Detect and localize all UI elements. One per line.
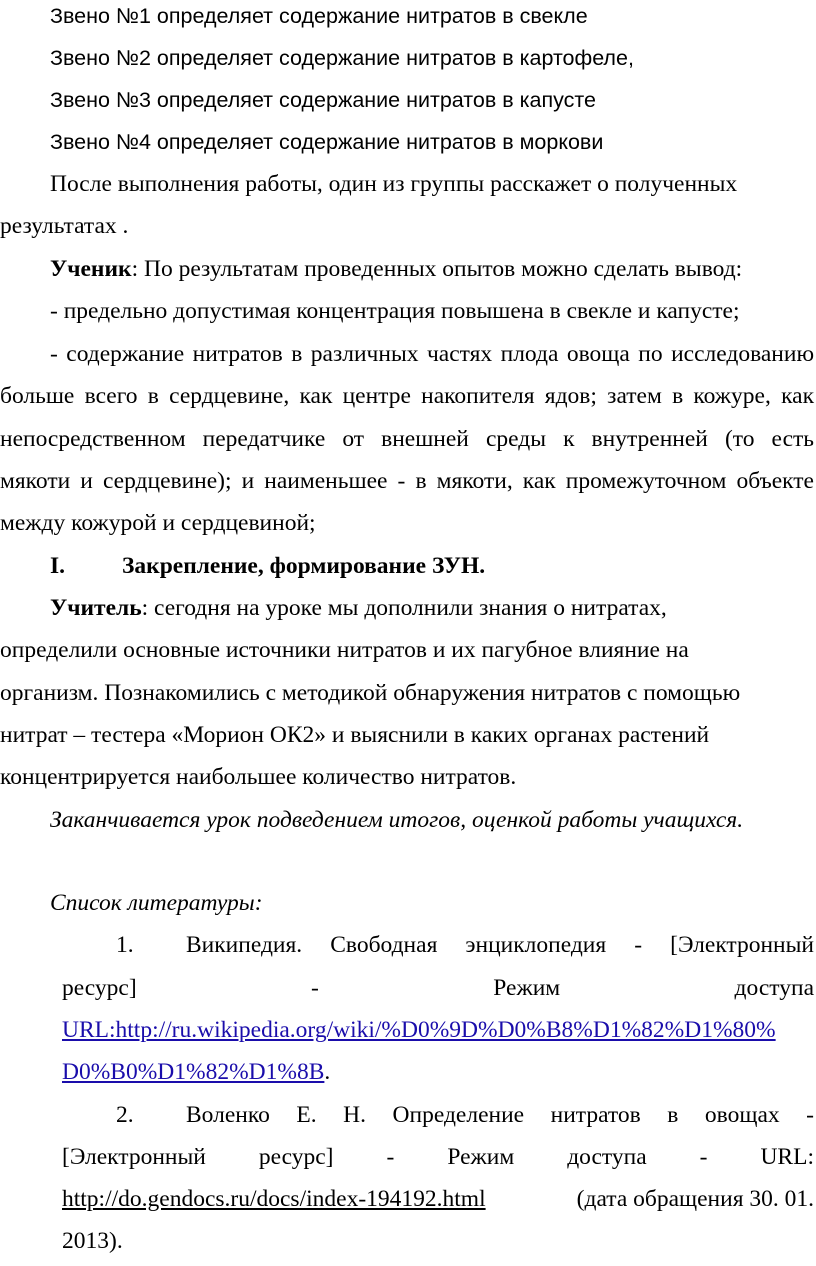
ref-1-line-1: Википедия. Свободная энциклопедия - [Электронный	[186, 932, 814, 958]
student-label: Ученик	[50, 256, 132, 282]
ref-2-url-line	[62, 1185, 814, 1213]
student-text: : По результатам проведенных опытов можно сделать вывод:	[131, 256, 743, 282]
student-bullet-2-line-3: непосредственном передатчике от внешней среды к внутренней (то есть	[0, 426, 814, 452]
student-bullet-2-line-5: между кожурой и сердцевиной;	[0, 510, 316, 536]
student-bullet-2-line-1: - содержание нитратов в различных частях плода овоща по исследованию	[50, 341, 814, 367]
student-bullet-1: - предельно допустимая концентрация повышена в свекле и капусте;	[50, 298, 740, 324]
student-paragraph	[50, 255, 742, 283]
zveno-4: Звено №4 определяет содержание нитратов в моркови	[50, 130, 604, 154]
section-number: I.	[50, 553, 66, 579]
ref-1-url-line-1	[62, 1016, 776, 1044]
ref-1-line-2: ресурс] - Режим доступа	[62, 975, 814, 1001]
student-bullet-2-line-4: мякоти и сердцевине); и наименьшее - в мякоти, как промежуточном объекте	[0, 468, 814, 494]
ref-1-number: 1.	[116, 932, 134, 958]
teacher-text: : сегодня на уроке мы дополнили знания о нитратах,	[141, 595, 667, 621]
ref-2-number: 2.	[116, 1102, 134, 1128]
ref-1-url-link-part-1[interactable]: URL:http://ru.wikipedia.org/wiki/%D0%9D%D0%B8%D1%82%D1%80%	[62, 1017, 776, 1043]
teacher-label: Учитель	[50, 595, 142, 621]
ref-1-end: .	[324, 1059, 331, 1085]
after-work-line-2: результатах .	[0, 213, 129, 239]
ref-1-url-line-2	[62, 1058, 330, 1086]
teacher-line-2: организм. Познакомились с методикой обнаружения нитратов с помощью	[0, 680, 741, 706]
ref-2-line-4: 2013).	[62, 1228, 123, 1254]
student-bullet-2-line-2: больше всего в сердцевине, как центре накопителя ядов; затем в кожуре, как	[0, 383, 814, 409]
teacher-line-4: концентрируется наибольшее количество нитратов.	[0, 764, 517, 790]
zveno-3: Звено №3 определяет содержание нитратов в капусте	[50, 88, 596, 112]
zveno-1: Звено №1 определяет содержание нитратов в свекле	[50, 4, 588, 28]
ref-1-url-link-part-2[interactable]: D0%B0%D1%82%D1%8B	[62, 1059, 325, 1085]
zveno-2: Звено №2 определяет содержание нитратов в картофеле,	[50, 46, 634, 70]
after-work-line-1: После выполнения работы, один из группы расскажет о полученных	[50, 171, 738, 197]
ref-2-line-1: Воленко Е. Н. Определение нитратов в овощах -	[186, 1102, 814, 1128]
section-title: Закрепление, формирование ЗУН.	[122, 553, 486, 579]
teacher-line-1: определили основные источники нитратов и их пагубное влияние на	[0, 637, 689, 663]
ref-2-url-link[interactable]: http://do.gendocs.ru/docs/index-194192.html	[62, 1186, 486, 1212]
conclusion: Заканчивается урок подведением итогов, оценкой работы учащихся.	[50, 807, 744, 833]
teacher-paragraph	[50, 594, 667, 622]
ref-2-after-url: (дата обращения 30. 01.	[576, 1186, 814, 1212]
teacher-line-3: нитрат – тестера «Морион ОК2» и выяснили в каких органах растений	[0, 722, 710, 748]
references-heading: Список литературы:	[50, 890, 263, 916]
ref-2-line-2: [Электронный ресурс] - Режим доступа - URL:	[62, 1144, 814, 1170]
